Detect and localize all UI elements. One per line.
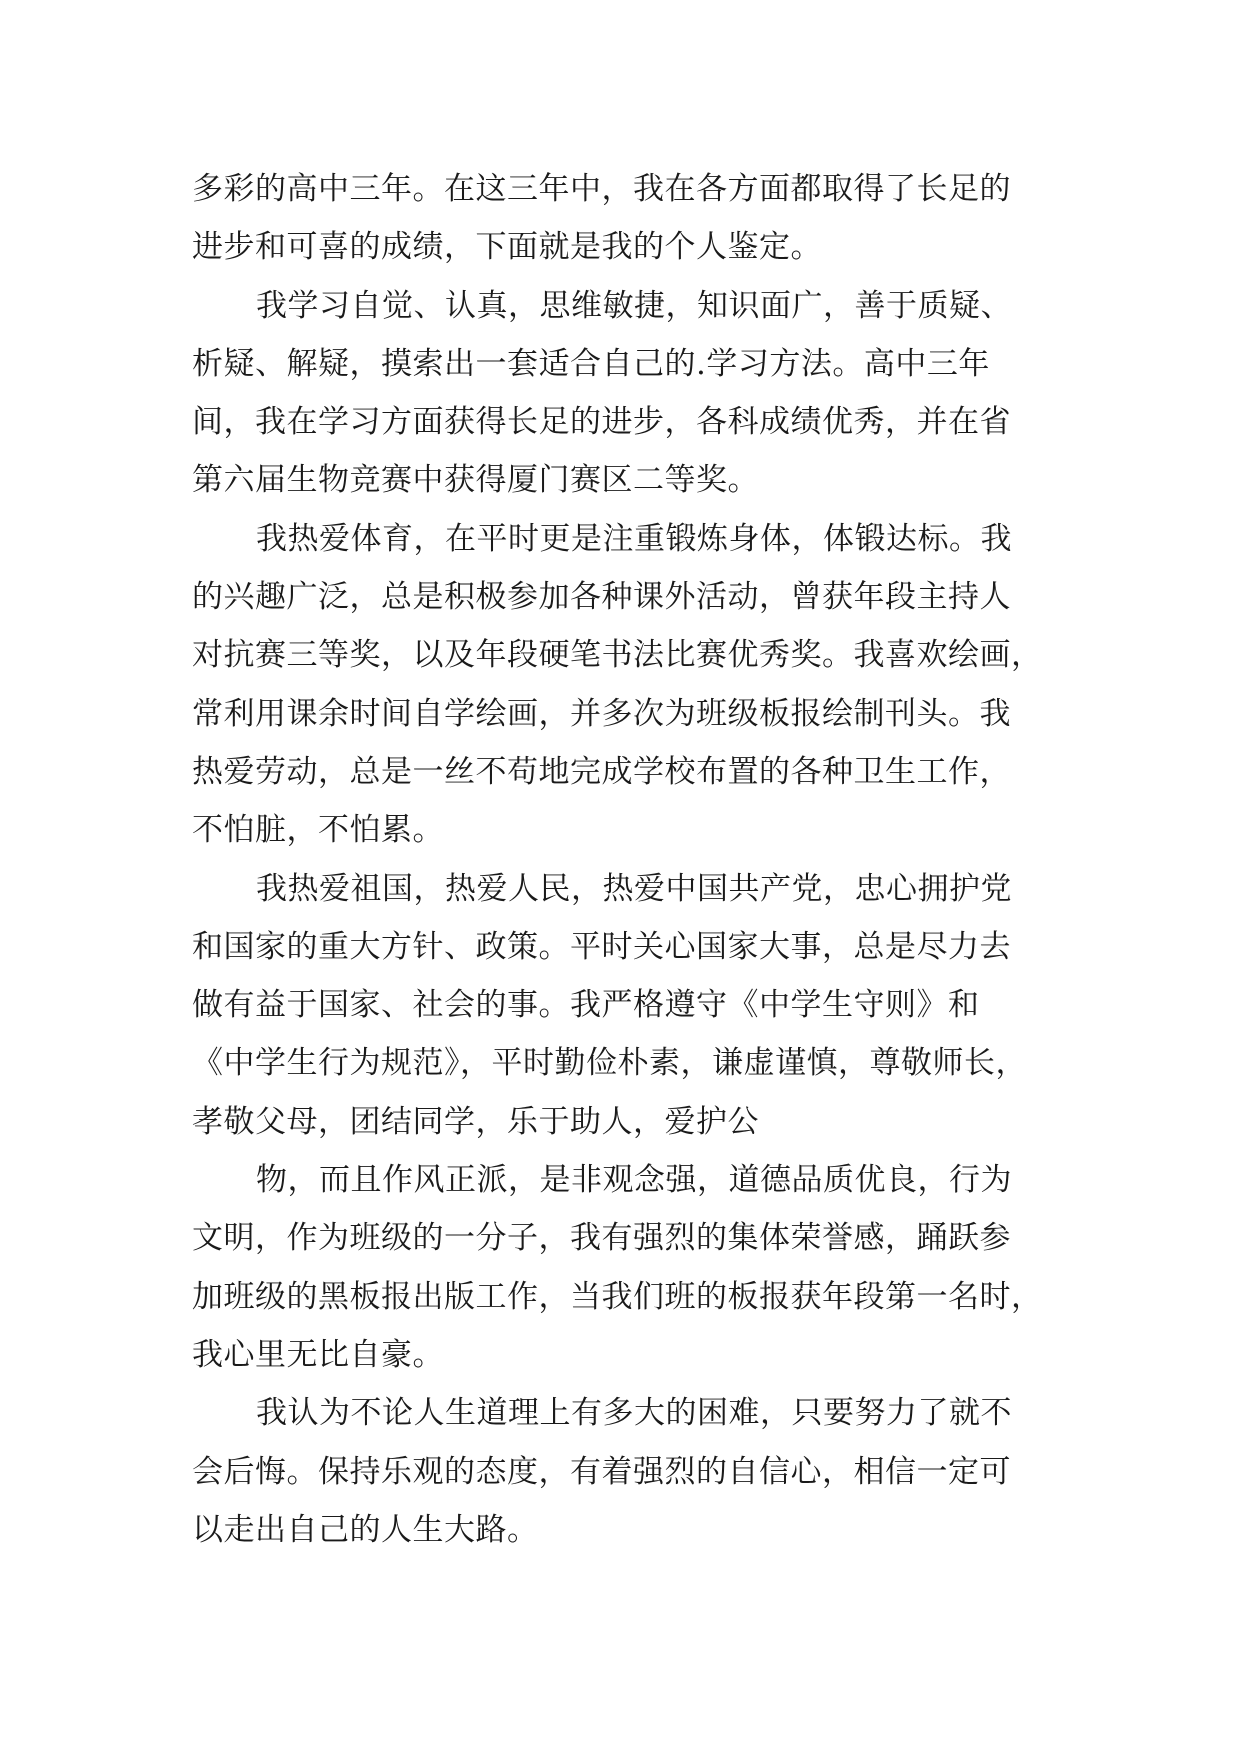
text-line: 多彩的高中三年。在这三年中，我在各方面都取得了长足的 — [192, 171, 1011, 207]
text-line: 常利用课余时间自学绘画，并多次为班级板报绘制刊头。我 — [192, 695, 1011, 732]
text-line: 以走出自己的人生大路。 — [192, 1511, 539, 1548]
text-line: 不怕脏，不怕累。 — [192, 812, 444, 849]
text-line: 孝敬父母，团结同学，乐于助人，爱护公 — [192, 1103, 759, 1140]
text-line: 加班级的黑板报出版工作，当我们班的板报获年段第一名时， — [192, 1278, 1043, 1315]
text-line: 和国家的重大方针、政策。平时关心国家大事，总是尽力去 — [192, 928, 1011, 965]
text-line: 会后悔。保持乐观的态度，有着强烈的自信心，相信一定可 — [192, 1453, 1011, 1490]
text-line: 《中学生行为规范》，平时勤俭朴素，谦虚谨慎，尊敬师长， — [192, 1045, 1027, 1082]
text-line: 做有益于国家、社会的事。我严格遵守《中学生守则》和 — [192, 987, 980, 1024]
paragraph-start-line: 我认为不论人生道理上有多大的困难，只要努力了就不 — [256, 1395, 1012, 1432]
text-line: 文明，作为班级的一分子，我有强烈的集体荣誉感，踊跃参 — [192, 1220, 1011, 1257]
text-line: 析疑、解疑，摸索出一套适合自己的.学习方法。高中三年 — [192, 345, 990, 382]
text-line: 进步和可喜的成绩，下面就是我的个人鉴定。 — [192, 229, 822, 266]
paragraph-start-line: 我学习自觉、认真，思维敏捷，知识面广，善于质疑、 — [256, 287, 1012, 324]
text-line: 间，我在学习方面获得长足的进步，各科成绩优秀，并在省 — [192, 404, 1011, 441]
text-line: 热爱劳动，总是一丝不苟地完成学校布置的各种卫生工作， — [192, 753, 1011, 790]
text-line: 第六届生物竞赛中获得厦门赛区二等奖。 — [192, 462, 759, 499]
paragraph-start-line: 我热爱祖国，热爱人民，热爱中国共产党，忠心拥护党 — [256, 870, 1012, 907]
paragraph-start-line: 我热爱体育，在平时更是注重锻炼身体，体锻达标。我 — [256, 520, 1012, 557]
text-line: 的兴趣广泛，总是积极参加各种课外活动，曾获年段主持人 — [192, 579, 1011, 616]
paragraph-start-line: 物，而且作风正派，是非观念强，道德品质优良，行为 — [256, 1162, 1012, 1199]
text-line: 对抗赛三等奖，以及年段硬笔书法比赛优秀奖。我喜欢绘画， — [192, 637, 1043, 674]
text-line: 我心里无比自豪。 — [192, 1336, 444, 1373]
body-text — [192, 160, 1052, 1559]
